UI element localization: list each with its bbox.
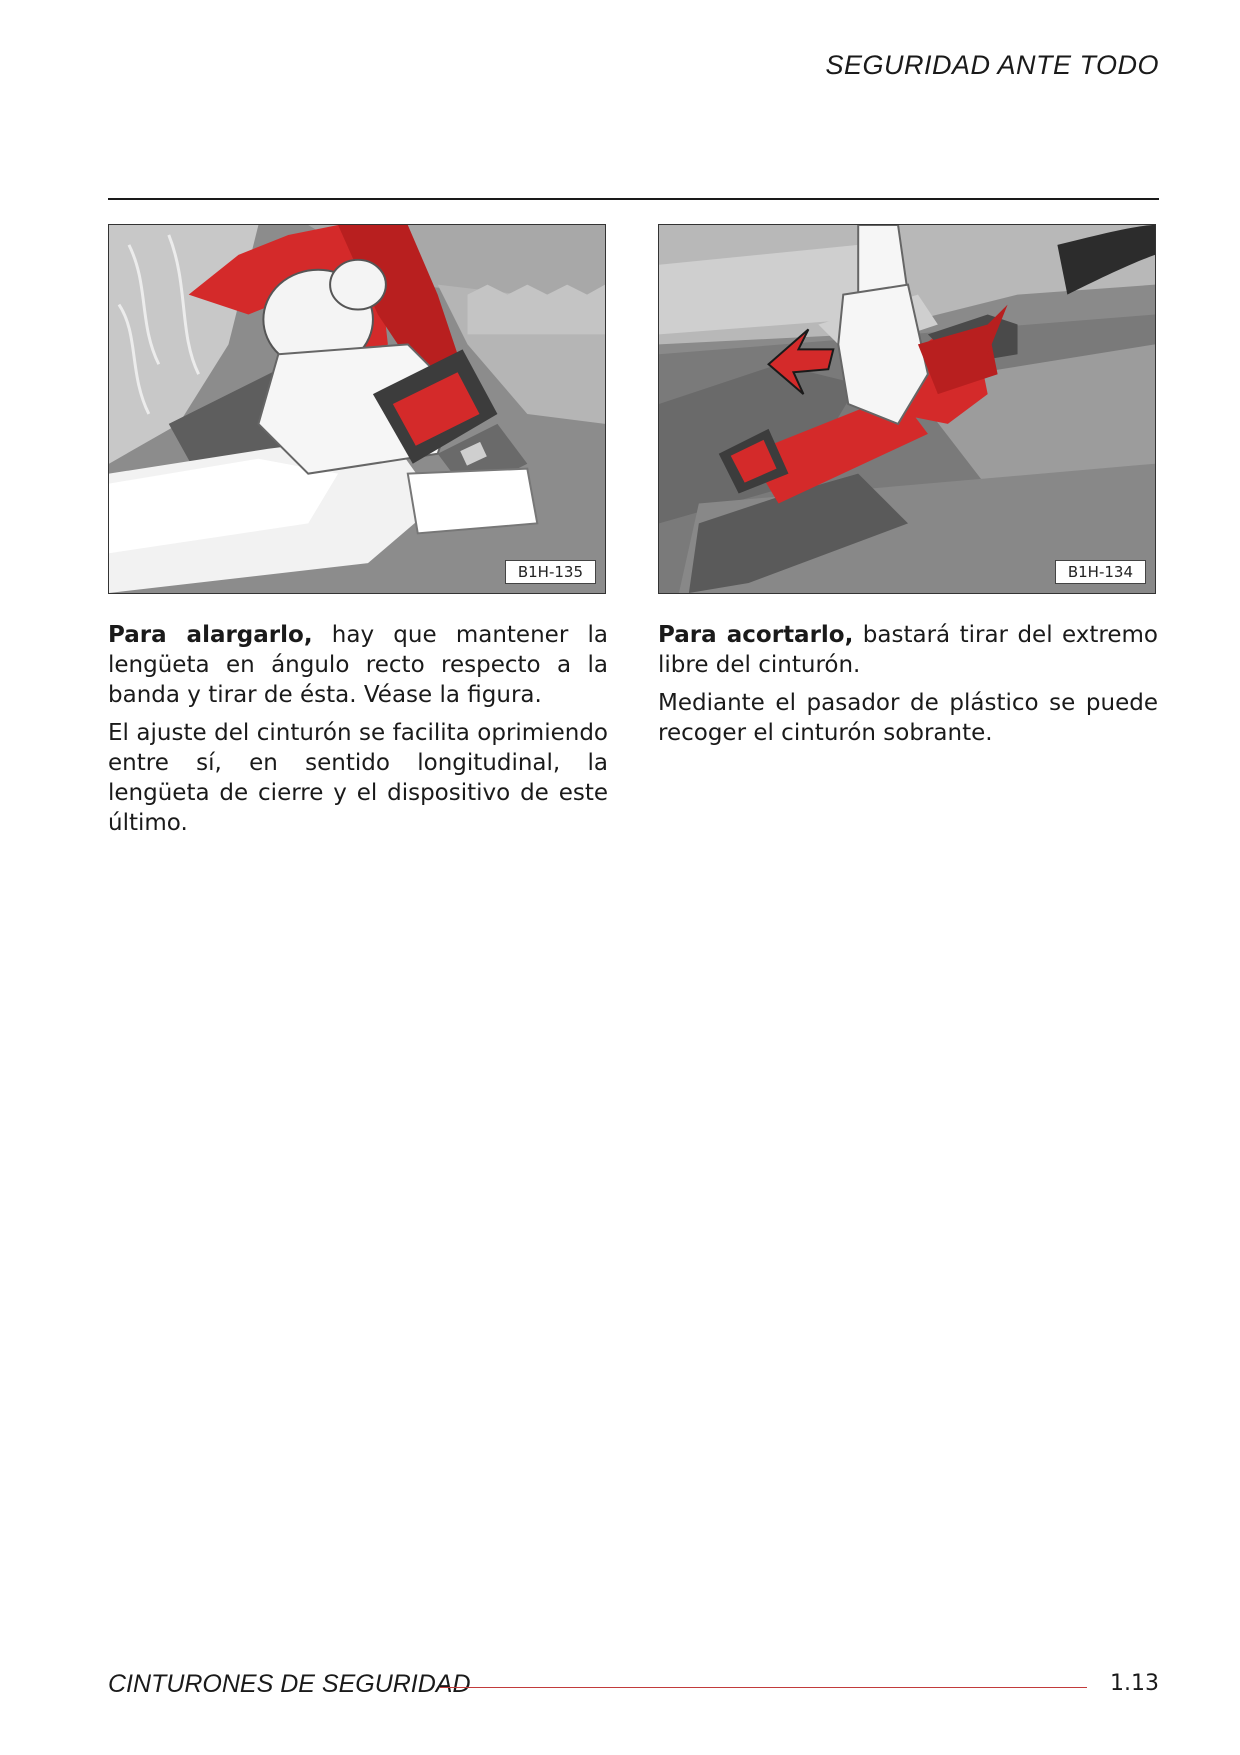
illustration-hand-holding-latch [109,225,605,593]
page-header-title: SEGURIDAD ANTE TODO [825,50,1159,80]
paragraph-text: hay que mantener la lengüeta en ángulo recto respecto a la banda y tirar de ésta. Véase la figura. [108,622,608,708]
figure-shorten-belt [658,224,1156,594]
illustration-hand-pulling-belt [659,225,1155,593]
footer-rule [440,1687,1087,1688]
lead-phrase: Para acortarlo, [658,622,854,648]
page-number: 1.13 [1110,1671,1159,1696]
footer-section-title: CINTURONES DE SEGURIDAD [108,1670,471,1698]
text-column-right [658,620,1158,756]
paragraph-adjust: El ajuste del cinturón se facilita oprimiendo entre sí, en sentido longitudinal, la lengüeta de cierre y el dispositivo de este último. [108,720,608,836]
page-footer [108,1670,1159,1704]
text-column-left [108,620,608,846]
header-rule [108,198,1159,200]
figure-lengthen-belt [108,224,606,594]
paragraph-plastic-clip: Mediante el pasador de plástico se puede recoger el cinturón sobrante. [658,690,1158,746]
figure-code-label: B1H-135 [505,560,596,584]
figure-code-label: B1H-134 [1055,560,1146,584]
paragraph-lengthen [108,620,608,710]
paragraph-shorten [658,620,1158,680]
lead-phrase: Para alargarlo, [108,622,313,648]
paragraph-text: bastará tirar del extremo libre del cinturón. [658,622,1159,678]
